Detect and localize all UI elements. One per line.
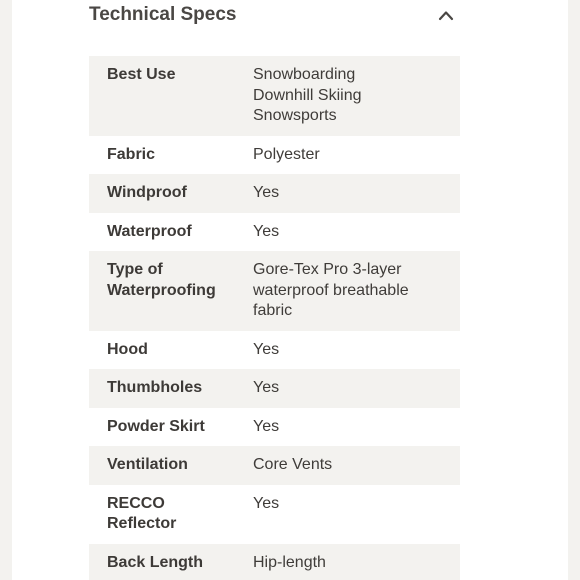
spec-value (253, 145, 460, 166)
chevron-up-icon[interactable] (438, 8, 454, 22)
spec-value-line: Yes (253, 494, 280, 512)
spec-label-line: Fabric (107, 145, 156, 163)
spec-value (253, 222, 460, 243)
spec-label-line: Back Length (107, 553, 204, 571)
spec-label-line: Reflector (107, 515, 177, 532)
spec-value-line: Yes (253, 222, 280, 240)
spec-value (253, 340, 460, 361)
spec-label-line: Best Use (107, 66, 176, 83)
spec-label (89, 65, 253, 86)
spec-value (253, 378, 460, 399)
spec-label (89, 260, 253, 301)
spec-row (89, 56, 460, 136)
spec-label (89, 455, 253, 476)
spec-value (253, 65, 460, 127)
spec-row (89, 446, 460, 485)
spec-row (89, 544, 460, 580)
spec-label-line: Ventilation (107, 456, 188, 473)
spec-value-line: Downhill Skiing (253, 86, 362, 104)
spec-label-line: Thumbholes (107, 379, 203, 396)
spec-row (89, 369, 460, 408)
spec-row (89, 251, 460, 331)
spec-value (253, 183, 460, 204)
spec-label-line: Waterproofing (107, 281, 216, 299)
spec-value-line: waterproof breathable (253, 281, 409, 299)
spec-row (89, 213, 460, 252)
spec-row (89, 485, 460, 544)
spec-row (89, 331, 460, 370)
spec-value-line: Core Vents (253, 456, 333, 473)
spec-value (253, 260, 460, 322)
spec-value (253, 455, 460, 476)
spec-label-line: Windproof (107, 184, 187, 201)
spec-value-line: Hip-length (253, 553, 326, 571)
spec-value-line: fabric (253, 302, 293, 319)
spec-label-line: Hood (107, 340, 148, 358)
technical-specs-header[interactable] (89, 0, 469, 34)
product-details-panel (12, 0, 568, 580)
spec-row (89, 174, 460, 213)
spec-label (89, 417, 253, 438)
spec-value-line: Yes (253, 184, 280, 201)
spec-label-line: RECCO (107, 494, 165, 512)
spec-value (253, 553, 460, 574)
spec-value-line: Polyester (253, 145, 320, 163)
spec-value (253, 417, 460, 438)
spec-value-line: Yes (253, 340, 280, 358)
spec-label (89, 340, 253, 361)
spec-value-line: Snowboarding (253, 66, 356, 83)
spec-label-line: Type of (107, 261, 163, 278)
spec-label (89, 553, 253, 574)
spec-value-line: Snowsports (253, 107, 337, 124)
spec-value-line: Yes (253, 379, 280, 396)
spec-label-line: Waterproof (107, 222, 192, 240)
spec-label (89, 494, 253, 535)
spec-label-line: Powder Skirt (107, 417, 205, 435)
spec-row (89, 136, 460, 175)
section-title: Technical Specs (89, 4, 237, 25)
spec-value-line: Gore-Tex Pro 3-layer (253, 261, 402, 278)
specs-table (89, 56, 460, 580)
spec-label (89, 378, 253, 399)
spec-value (253, 494, 460, 515)
spec-value-line: Yes (253, 417, 280, 435)
spec-label (89, 183, 253, 204)
spec-row (89, 408, 460, 447)
spec-label (89, 222, 253, 243)
spec-label (89, 145, 253, 166)
